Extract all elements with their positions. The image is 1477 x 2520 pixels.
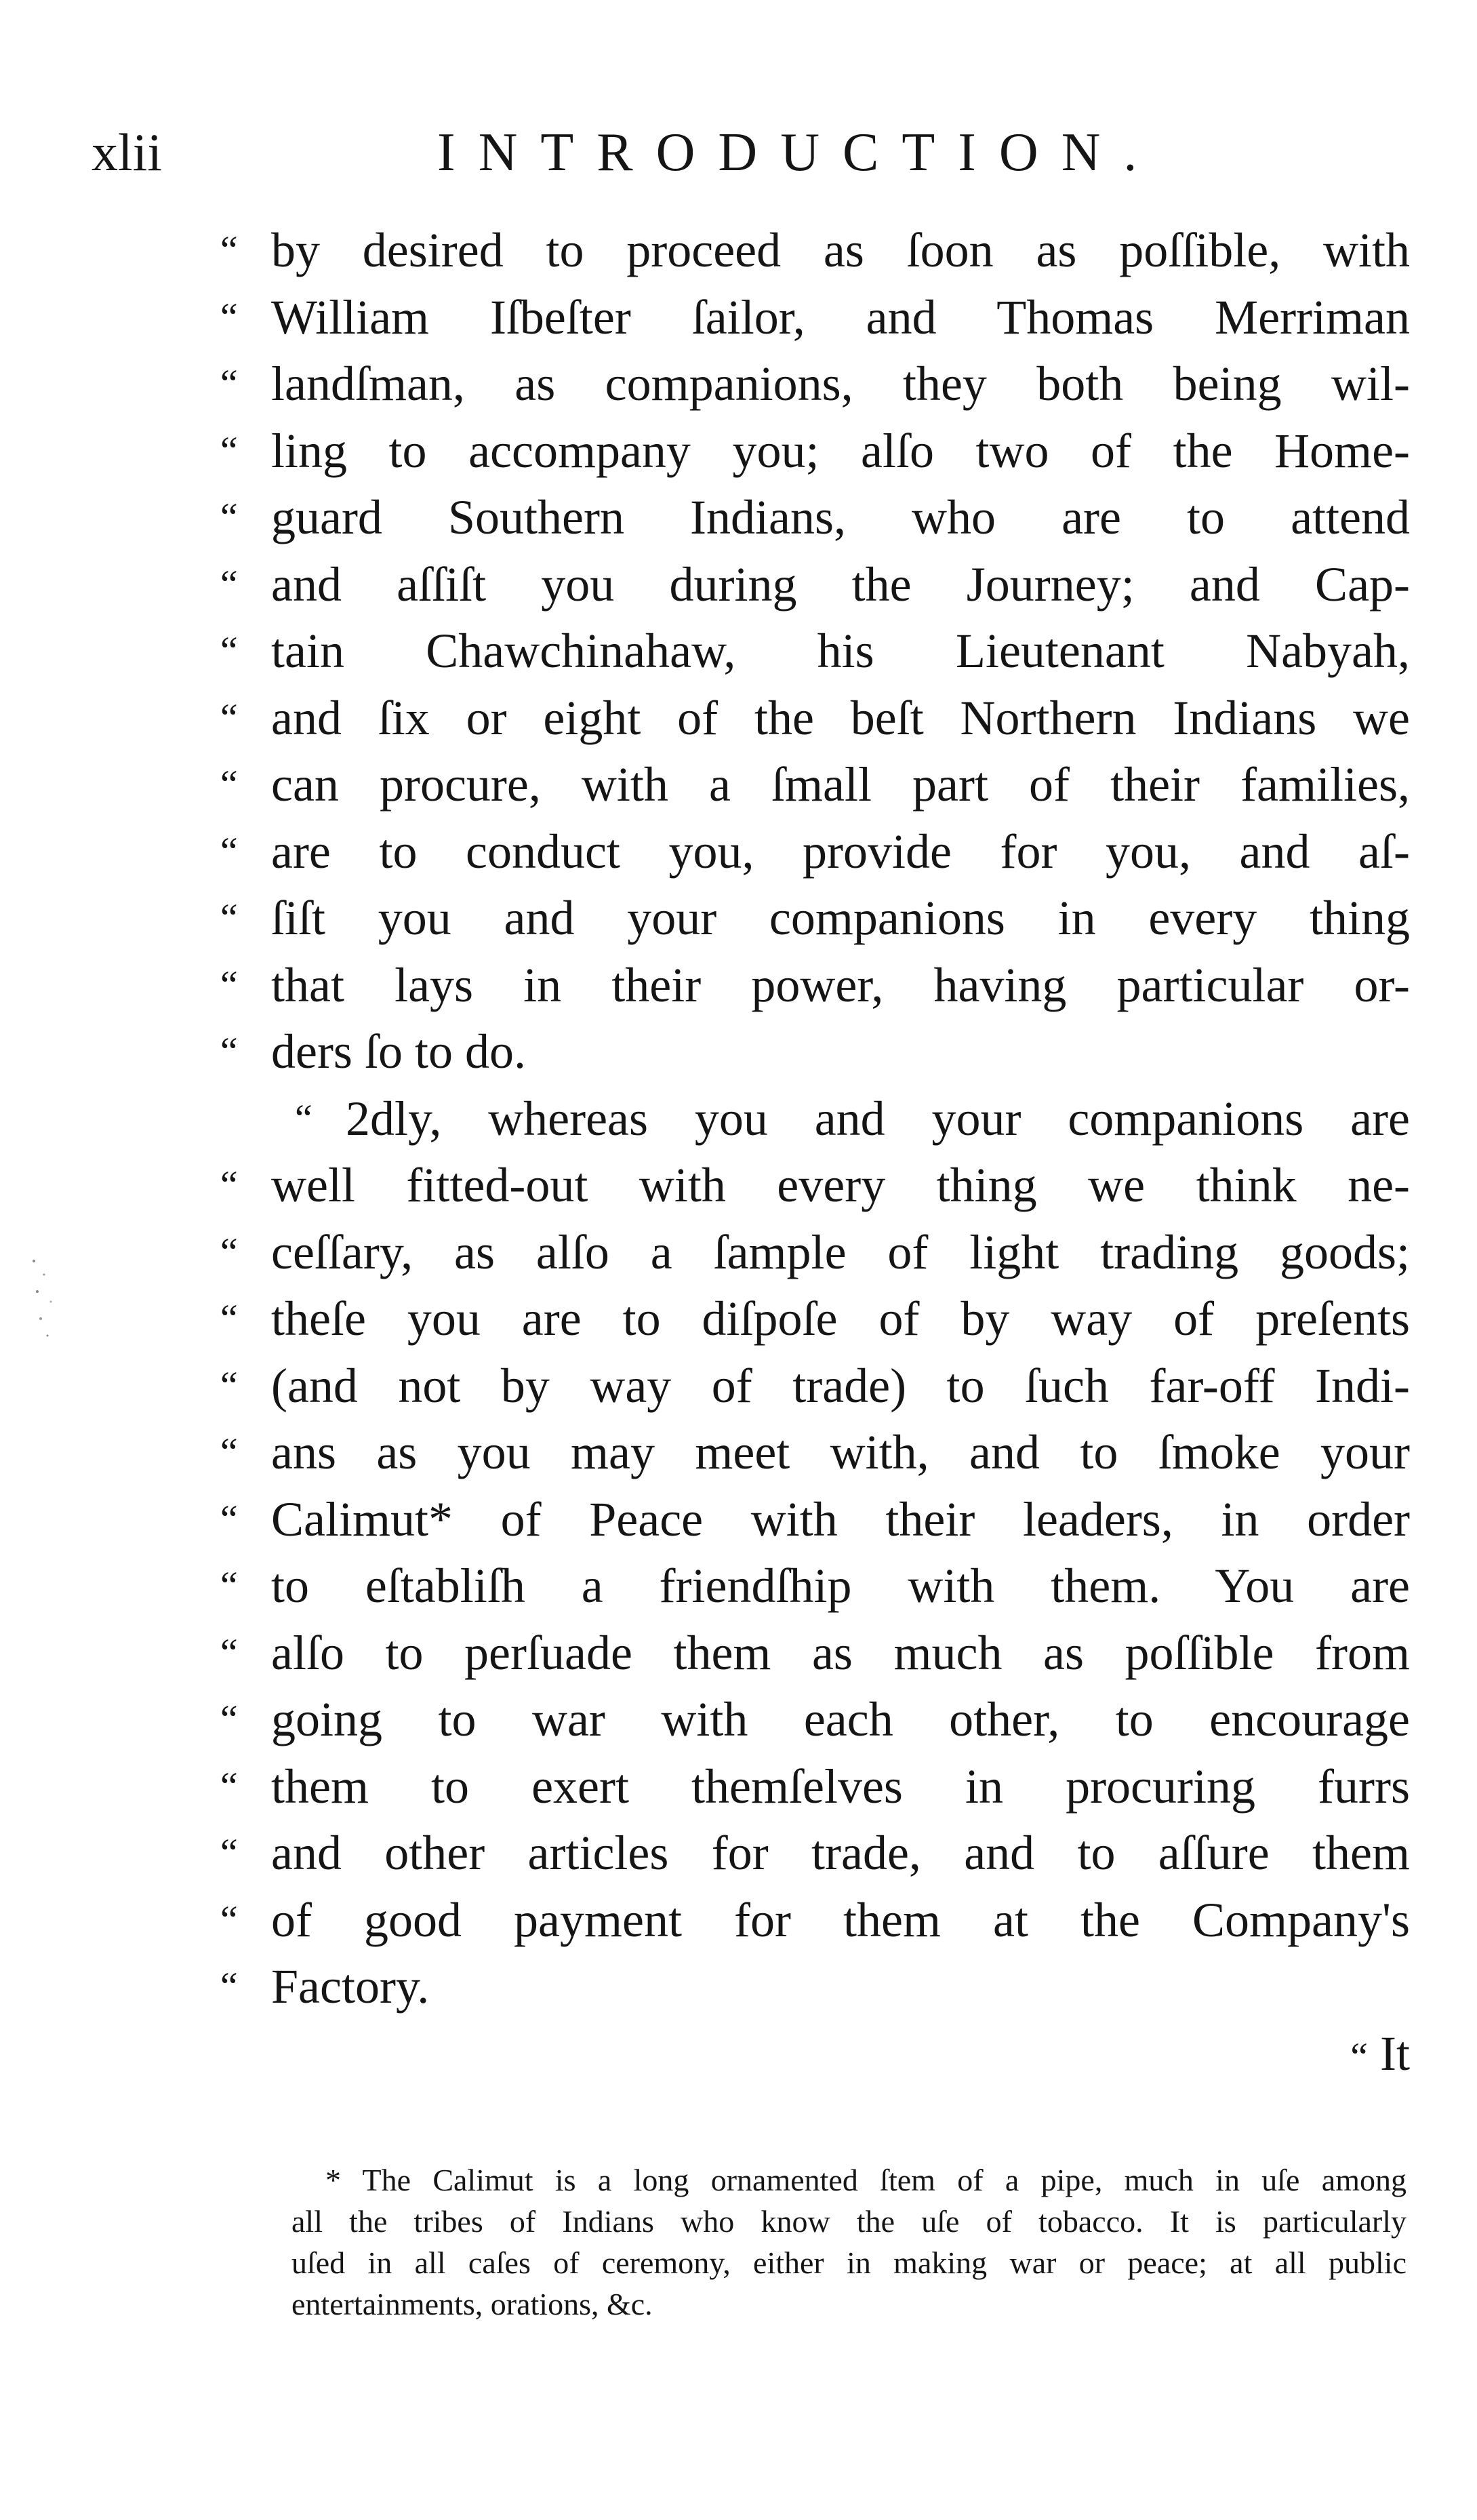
line-text: Factory. (271, 1959, 430, 2014)
line-text: are to conduct you, provide for you, and aſ- (271, 824, 1410, 879)
text-line (220, 1553, 1410, 1620)
line-text: Calimut* of Peace with their leaders, in order (271, 1492, 1410, 1546)
quote-mark: “ (220, 1831, 238, 1875)
text-line (220, 1419, 1410, 1486)
quote-mark: “ (220, 1897, 238, 1942)
line-text: and aſſiſt you during the Journey; and Cap- (271, 557, 1410, 612)
line-text: ling to accompany you; alſo two of the Home- (271, 423, 1410, 478)
quote-mark: “ (220, 962, 238, 1007)
text-line (220, 1820, 1410, 1887)
line-text: that lays in their power, having particular or- (271, 957, 1410, 1012)
footnote-line: entertainments, orations, &c. (291, 2287, 653, 2321)
text-line (220, 751, 1410, 818)
text-line (220, 351, 1410, 418)
quote-mark: “ (220, 1763, 238, 1808)
quote-mark: “ (220, 1363, 238, 1407)
quote-mark: “ (220, 561, 238, 606)
text-line (220, 1219, 1410, 1286)
quote-mark: “ (220, 695, 238, 740)
text-line (220, 1753, 1410, 1820)
line-text: to eſtabliſh a friendſhip with them. You are (271, 1559, 1410, 1613)
text-line (220, 1285, 1410, 1353)
line-text: guard Southern Indians, who are to attend (271, 490, 1410, 544)
line-text: theſe you are to diſpoſe of by way of preſents (271, 1292, 1410, 1346)
quote-mark: “ (220, 628, 238, 673)
quote-mark: “ (220, 428, 238, 473)
line-text: them to exert themſelves in procuring furrs (271, 1759, 1410, 1814)
quote-mark: “ (220, 1430, 238, 1474)
quote-mark: “ (295, 1096, 312, 1140)
line-text: going to war with each other, to encourage (271, 1692, 1410, 1746)
quote-mark: “ (220, 1697, 238, 1741)
text-line (220, 1953, 1410, 2020)
text-line (220, 1152, 1410, 1219)
line-text: ders ſo to do. (271, 1024, 526, 1079)
line-text: by desired to proceed as ſoon as poſſible, with (271, 223, 1410, 277)
text-line (220, 418, 1410, 485)
quote-mark: “ (220, 495, 238, 539)
page-header (92, 119, 1393, 186)
line-text: well fitted-out with every thing we think ne- (271, 1158, 1410, 1212)
text-line (220, 1620, 1410, 1687)
paper-specks (27, 1254, 68, 1356)
footnote-line: * The Calimut is a long ornamented ſtem of a pipe, much in uſe among (325, 2163, 1407, 2197)
line-text: alſo to perſuade them as much as poſſible from (271, 1625, 1410, 1680)
text-line (220, 1018, 1410, 1085)
line-text: can procure, with a ſmall part of their families, (271, 757, 1410, 812)
quote-mark: “ (220, 762, 238, 806)
line-text: 2dly, whereas you and your companions are (346, 1091, 1410, 1146)
text-line (220, 885, 1410, 952)
quote-mark: “ (220, 1296, 238, 1340)
text-line (220, 952, 1410, 1019)
page-number: xlii (92, 123, 163, 182)
quote-mark: “ (220, 896, 238, 940)
line-text: ſiſt you and your companions in every thing (271, 891, 1410, 945)
text-line (220, 217, 1410, 284)
text-line (220, 618, 1410, 685)
quote-mark: “ (220, 361, 238, 405)
line-text: landſman, as companions, they both being wil- (271, 357, 1410, 411)
quote-mark: “ (220, 828, 238, 873)
quote-mark: “ (220, 1563, 238, 1607)
text-line (220, 1686, 1410, 1753)
quote-mark: “ (1350, 2034, 1369, 2079)
text-line (220, 685, 1410, 752)
line-text: and ſix or eight of the beſt Northern Indians we (271, 690, 1410, 745)
line-text: (and not by way of trade) to ſuch far-off Indi- (271, 1358, 1410, 1413)
body-text (220, 217, 1410, 2087)
quote-mark: “ (220, 1496, 238, 1541)
quote-mark: “ (220, 294, 238, 339)
line-text: ans as you may meet with, and to ſmoke your (271, 1425, 1410, 1479)
text-line (220, 1486, 1410, 1553)
quote-mark: “ (220, 1029, 238, 1073)
line-text: and other articles for trade, and to aſſure them (271, 1826, 1410, 1880)
line-text: of good payment for them at the Company's (271, 1892, 1410, 1947)
quote-mark: “ (220, 228, 238, 272)
text-line (220, 818, 1410, 885)
footnote-line: uſed in all caſes of ceremony, either in making war or peace; at all public (291, 2245, 1407, 2280)
text-line (220, 1887, 1410, 1954)
footnote-line: all the tribes of Indians who know the uſe of tobacco. It is particularly (291, 2204, 1407, 2239)
quote-mark: “ (220, 1630, 238, 1675)
quote-mark: “ (220, 1964, 238, 2008)
line-text: tain Chawchinahaw, his Lieutenant Nabyah, (271, 624, 1410, 678)
paragraph-first-line (271, 1085, 1410, 1153)
line-text: William Iſbeſter ſailor, and Thomas Merriman (271, 289, 1410, 344)
quote-mark: “ (220, 1229, 238, 1274)
text-line (220, 551, 1410, 618)
footnote (291, 2159, 1407, 2325)
text-line (220, 484, 1410, 551)
catchword-text: It (1380, 2026, 1410, 2081)
running-head: INTRODUCTION. (437, 123, 1160, 182)
text-line (220, 1353, 1410, 1420)
catchword (271, 2020, 1410, 2087)
line-text: ceſſary, as alſo a ſample of light trading goods; (271, 1224, 1410, 1279)
quote-mark: “ (220, 1163, 238, 1207)
text-line (220, 284, 1410, 351)
